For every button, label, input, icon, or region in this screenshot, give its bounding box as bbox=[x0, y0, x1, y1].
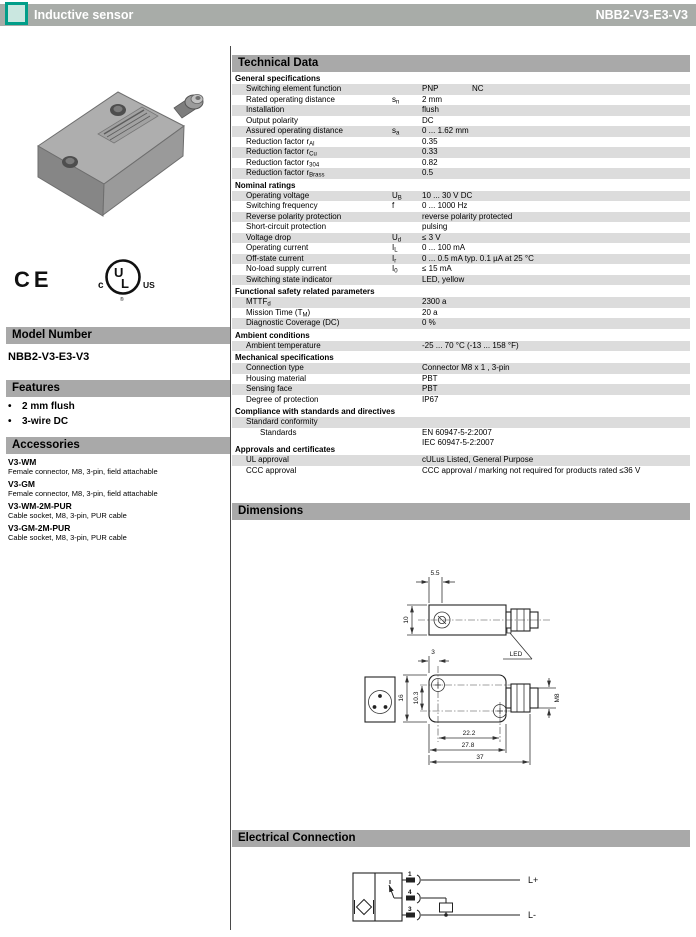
spec-value: 0.82 bbox=[422, 157, 438, 167]
spec-label: Sensing face bbox=[246, 384, 293, 393]
spec-row bbox=[232, 384, 690, 395]
dim-27-8: 27.8 bbox=[461, 742, 475, 749]
l-plus-label: L+ bbox=[528, 875, 539, 885]
sensor-symbol-box bbox=[353, 873, 402, 921]
spec-label: $MTTF_d$ bbox=[246, 297, 271, 308]
technical-data-table bbox=[232, 72, 690, 476]
spec-value: 0.35 bbox=[422, 136, 438, 146]
technical-data-heading: Technical Data bbox=[232, 55, 690, 72]
spec-row bbox=[232, 427, 690, 447]
accessory-item bbox=[6, 479, 230, 498]
spec-value: cULus Listed, General Purpose bbox=[422, 455, 534, 464]
spec-value: 0 ... 100 mA bbox=[422, 243, 466, 252]
spec-row bbox=[232, 254, 690, 265]
spec-group-header: Functional safety related parameters bbox=[232, 285, 690, 297]
spec-label: Mission Time $(T_M)$ bbox=[246, 307, 311, 318]
spec-group-header: Approvals and certificates bbox=[232, 443, 690, 455]
spec-label: Installation bbox=[246, 105, 285, 114]
load-symbol bbox=[440, 903, 453, 912]
spec-label: No-load supply current bbox=[246, 264, 327, 273]
spec-row bbox=[232, 275, 690, 286]
spec-value bbox=[422, 428, 686, 449]
spec-row bbox=[232, 126, 690, 137]
spec-label: Ambient temperature bbox=[246, 340, 321, 350]
spec-label: Off-state current bbox=[246, 253, 304, 263]
dim-22-2: 22.2 bbox=[462, 730, 476, 737]
spec-symbol: $I_L$ bbox=[392, 243, 398, 254]
spec-value: CCC approval / marking not required for products rated ≤36 V bbox=[422, 465, 641, 475]
spec-label: Housing material bbox=[246, 373, 307, 383]
spec-label: Connection type bbox=[246, 363, 304, 372]
spec-group-header: Nominal ratings bbox=[232, 179, 690, 191]
spec-label: Short-circuit protection bbox=[246, 222, 327, 231]
spec-value: 0 ... 0.5 mA typ. 0.1 µA at 25 °C bbox=[422, 253, 534, 263]
spec-row bbox=[232, 191, 690, 202]
spec-row bbox=[232, 233, 690, 244]
product-photo bbox=[6, 46, 230, 236]
dim-m8: M8 bbox=[554, 693, 561, 703]
spec-row bbox=[232, 95, 690, 106]
dim-10-3: 10.3 bbox=[413, 691, 420, 705]
spec-label: Switching element function bbox=[246, 84, 342, 93]
spec-label: Assured operating distance bbox=[246, 126, 343, 135]
dimensions-heading: Dimensions bbox=[232, 503, 690, 520]
pin-3 bbox=[402, 906, 536, 920]
spec-value: IP67 bbox=[422, 394, 439, 404]
spec-label: Output polarity bbox=[246, 115, 299, 125]
accessory-description: Female connector, M8, 3-pin, field attachable bbox=[8, 467, 158, 476]
electrical-diagram bbox=[340, 851, 585, 930]
spec-row bbox=[232, 264, 690, 275]
spec-row bbox=[232, 201, 690, 212]
spec-row bbox=[232, 297, 690, 308]
l-minus-label: L- bbox=[528, 910, 537, 920]
mounting-hole-inner bbox=[66, 158, 75, 164]
spec-symbol: $U_B$ bbox=[392, 190, 402, 201]
spec-value: PNP bbox=[422, 84, 439, 93]
dim-3: 3 bbox=[431, 649, 435, 656]
ul-mark-us: US bbox=[143, 280, 155, 290]
ul-mark-l: L bbox=[121, 276, 129, 291]
spec-value: 2 mm bbox=[422, 94, 442, 104]
spec-value: pulsing bbox=[422, 222, 448, 231]
pin-1 bbox=[402, 871, 538, 885]
spec-label: CCC approval bbox=[246, 465, 297, 475]
spec-value: LED, yellow bbox=[422, 274, 465, 284]
spec-label: Switching state indicator bbox=[246, 274, 333, 284]
spec-value: ≤ 3 V bbox=[422, 232, 441, 242]
features-list bbox=[6, 399, 230, 429]
spec-label: Reduction factor $r_{Brass}$ bbox=[246, 168, 325, 179]
feature-item bbox=[6, 414, 230, 429]
dim-10: 10 bbox=[403, 616, 410, 624]
spec-value: PBT bbox=[422, 384, 438, 393]
spec-row bbox=[232, 158, 690, 169]
features-heading: Features bbox=[6, 380, 230, 397]
accessory-name: V3-GM bbox=[8, 479, 35, 489]
spec-value: 0 ... 1.62 mm bbox=[422, 126, 469, 135]
accessory-item bbox=[6, 501, 230, 520]
spec-row bbox=[232, 363, 690, 374]
ul-mark-r: ® bbox=[120, 297, 124, 303]
certification-marks bbox=[6, 248, 230, 310]
spec-label: Rated operating distance bbox=[246, 94, 335, 104]
accessories-list bbox=[6, 457, 230, 545]
dim-5-5: 5.5 bbox=[430, 570, 440, 577]
ul-mark-u: U bbox=[114, 265, 124, 280]
spec-label: Operating voltage bbox=[246, 190, 310, 200]
switch-symbol bbox=[389, 880, 402, 898]
spec-value-line: EN 60947-5-2:2007 bbox=[422, 427, 492, 437]
spec-value: 10 ... 30 V DC bbox=[422, 190, 473, 200]
spec-label: Switching frequency bbox=[246, 201, 318, 210]
spec-row bbox=[232, 455, 690, 466]
feature-item bbox=[6, 399, 230, 414]
spec-group-header: Compliance with standards and directives bbox=[232, 405, 690, 417]
spec-value: Connector M8 x 1 , 3-pin bbox=[422, 363, 510, 372]
led-label: LED bbox=[509, 651, 523, 658]
spec-label: Reverse polarity protection bbox=[246, 211, 342, 221]
spec-label: Standards bbox=[260, 427, 297, 437]
spec-row bbox=[232, 417, 690, 428]
m8-connector bbox=[174, 94, 203, 118]
dim-connector-face-view bbox=[365, 677, 395, 722]
spec-value: 0 ... 1000 Hz bbox=[422, 201, 468, 210]
spec-label: UL approval bbox=[246, 455, 289, 464]
spec-row bbox=[232, 116, 690, 127]
accessory-description: Female connector, M8, 3-pin, field attachable bbox=[8, 489, 158, 498]
spec-row bbox=[232, 137, 690, 148]
accessory-description: Cable socket, M8, 3-pin, PUR cable bbox=[8, 511, 127, 520]
feature-label: 2 mm flush bbox=[22, 401, 75, 412]
spec-label: Voltage drop bbox=[246, 232, 291, 242]
spec-symbol: $s_a$ bbox=[392, 126, 400, 137]
ul-mark-c: c bbox=[98, 280, 104, 291]
accessory-name: V3-GM-2M-PUR bbox=[8, 523, 71, 533]
ce-mark: CE bbox=[14, 267, 53, 292]
spec-row bbox=[232, 466, 690, 477]
left-column bbox=[6, 46, 230, 930]
spec-value: 0.33 bbox=[422, 147, 438, 156]
spec-label: Degree of protection bbox=[246, 394, 319, 404]
accessory-name: V3-WM-2M-PUR bbox=[8, 501, 72, 511]
spec-value: 0 % bbox=[422, 318, 436, 327]
accessory-item bbox=[6, 457, 230, 476]
spec-label: Reduction factor $r_{304}$ bbox=[246, 157, 320, 168]
spec-value: 2300 a bbox=[422, 297, 447, 306]
spec-value-secondary: NC bbox=[472, 84, 484, 93]
model-number-value: NBB2-V3-E3-V3 bbox=[8, 351, 90, 363]
spec-value: -25 ... 70 °C (-13 ... 158 °F) bbox=[422, 340, 519, 350]
spec-value: PBT bbox=[422, 373, 438, 383]
header-model-number: NBB2-V3-E3-V3 bbox=[595, 8, 688, 22]
spec-row bbox=[232, 374, 690, 385]
spec-value-line: IEC 60947-5-2:2007 bbox=[422, 438, 495, 447]
spec-row bbox=[232, 147, 690, 158]
column-divider bbox=[230, 46, 231, 930]
bullet-icon: • bbox=[8, 401, 12, 412]
spec-row bbox=[232, 212, 690, 223]
spec-label: Reduction factor $r_{Al}$ bbox=[246, 136, 315, 147]
spec-row bbox=[232, 84, 690, 95]
spec-row bbox=[232, 243, 690, 254]
model-number-heading: Model Number bbox=[6, 327, 230, 344]
page-title: Inductive sensor bbox=[34, 8, 134, 22]
spec-group-header: General specifications bbox=[232, 72, 690, 84]
feature-label: 3-wire DC bbox=[22, 416, 69, 427]
spec-symbol: f bbox=[392, 201, 395, 210]
spec-value: flush bbox=[422, 105, 439, 114]
spec-row bbox=[232, 105, 690, 116]
spec-symbol: $I_r$ bbox=[392, 253, 397, 264]
accessories-heading: Accessories bbox=[6, 437, 230, 454]
accessory-description: Cable socket, M8, 3-pin, PUR cable bbox=[8, 533, 127, 542]
dim-side-view bbox=[365, 649, 561, 765]
accessory-name: V3-WM bbox=[8, 457, 37, 467]
spec-label: Reduction factor $r_{Cu}$ bbox=[246, 147, 317, 158]
bullet-icon: • bbox=[8, 416, 12, 427]
spec-group-header: Mechanical specifications bbox=[232, 351, 690, 363]
spec-row bbox=[232, 222, 690, 233]
electrical-connection-heading: Electrical Connection bbox=[232, 830, 690, 847]
spec-row bbox=[232, 168, 690, 179]
dim-37: 37 bbox=[476, 754, 484, 761]
accessory-item bbox=[6, 523, 230, 542]
spec-row bbox=[232, 308, 690, 319]
spec-symbol: $I_0$ bbox=[392, 264, 398, 275]
spec-row bbox=[232, 395, 690, 406]
mounting-hole-inner bbox=[114, 106, 123, 112]
spec-value: 20 a bbox=[422, 307, 438, 317]
spec-value: reverse polarity protected bbox=[422, 211, 513, 221]
pin-1-number: 1 bbox=[408, 871, 412, 878]
brand-square-icon bbox=[5, 2, 28, 25]
spec-label: Diagnostic Coverage (DC) bbox=[246, 318, 340, 327]
spec-label: Standard conformity bbox=[246, 417, 318, 426]
pin-4-number: 4 bbox=[408, 889, 412, 896]
spec-label: Operating current bbox=[246, 243, 309, 252]
spec-value: 0.5 bbox=[422, 168, 434, 177]
spec-symbol: $U_d$ bbox=[392, 232, 402, 243]
ul-mark bbox=[98, 261, 155, 304]
inductive-sensor-symbol bbox=[355, 900, 374, 915]
spec-group-header: Ambient conditions bbox=[232, 329, 690, 341]
spec-value: ≤ 15 mA bbox=[422, 264, 452, 273]
spec-row bbox=[232, 318, 690, 329]
right-column bbox=[232, 55, 690, 930]
spec-value: DC bbox=[422, 115, 434, 125]
pin-3-number: 3 bbox=[408, 906, 412, 913]
dim-16: 16 bbox=[398, 694, 405, 702]
spec-symbol: $s_n$ bbox=[392, 94, 400, 105]
dimension-drawing bbox=[232, 520, 690, 770]
spec-row bbox=[232, 341, 690, 352]
page-header bbox=[0, 4, 696, 26]
dim-top-view bbox=[403, 570, 550, 659]
